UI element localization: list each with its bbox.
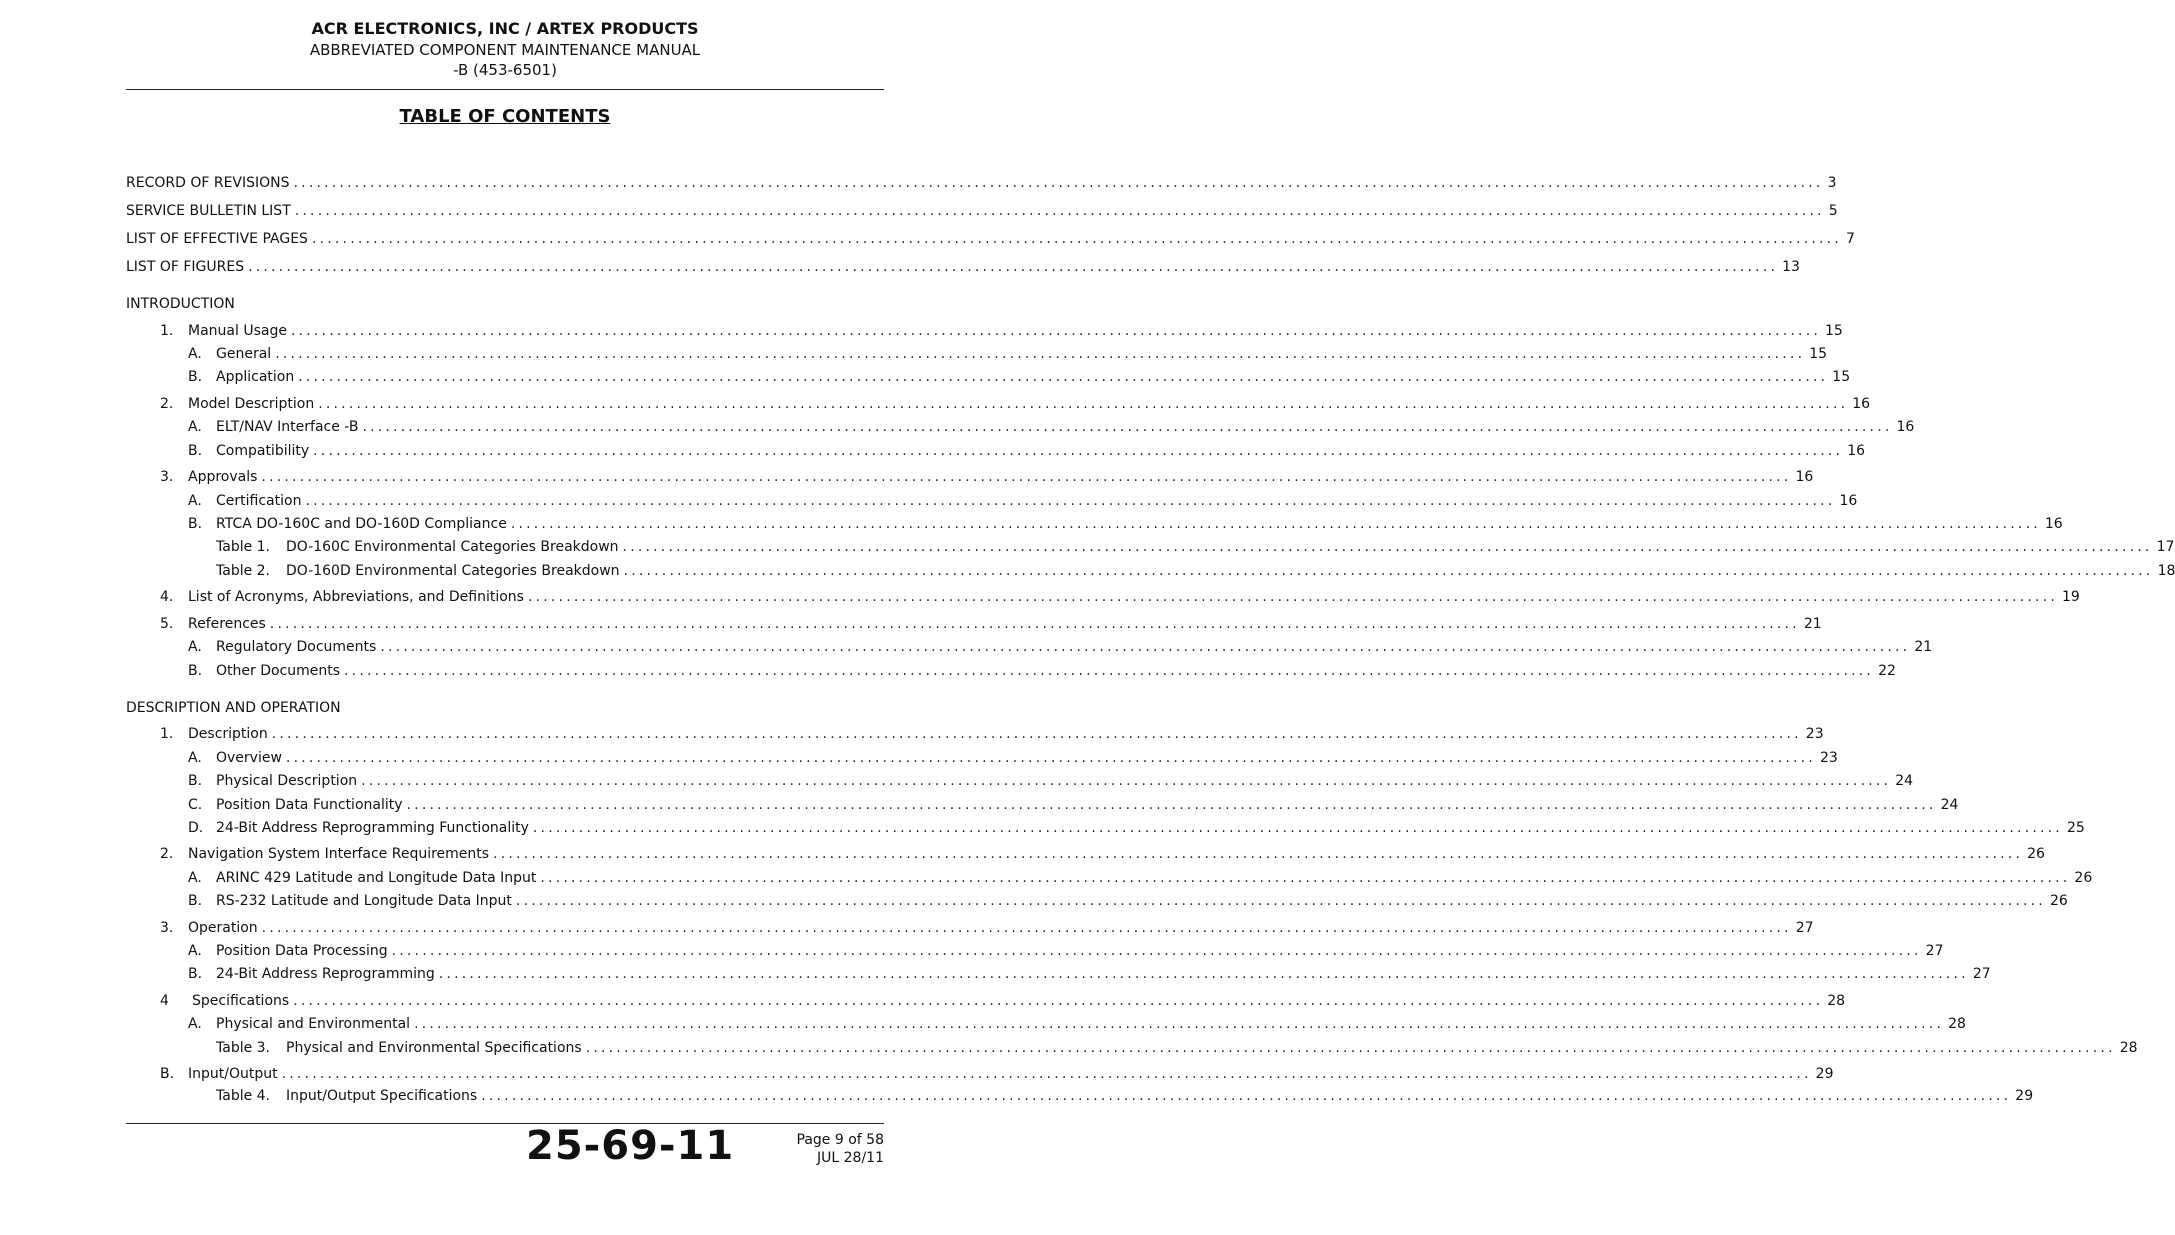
- toc-entry-number: 1.: [160, 323, 174, 339]
- dot-leader: ........................................................................................................................................................................................................: [293, 175, 1824, 191]
- toc-entry-number: C.: [188, 797, 203, 813]
- dot-leader: ........................................................................................................................................................................................................: [585, 1040, 2116, 1056]
- dot-leader: ........................................................................................................................................................................................................: [248, 259, 1779, 275]
- toc-entry: [160, 588, 2080, 606]
- toc-entry: [188, 1015, 1966, 1033]
- toc-entry-page: 7: [1845, 231, 1855, 247]
- toc-entry-text: Description: [188, 726, 268, 742]
- toc-entry: [188, 892, 2068, 910]
- toc-entry-number: A.: [188, 419, 202, 435]
- dot-leader: ........................................................................................................................................................................................................: [515, 893, 2046, 909]
- toc-entry: [160, 1065, 1834, 1083]
- toc-entry-text: Operation: [188, 920, 258, 936]
- toc-entry-number: B.: [188, 663, 203, 679]
- dot-leader: ........................................................................................................................................................................................................: [344, 663, 1875, 679]
- toc-entry: [160, 992, 1846, 1010]
- dot-leader: ........................................................................................................................................................................................................: [361, 773, 1892, 789]
- toc-entry-page: 23: [1805, 726, 1824, 742]
- page-count: Page 9 of 58: [796, 1132, 884, 1148]
- toc-entry-text: Compatibility: [216, 443, 310, 459]
- dot-leader: ........................................................................................................................................................................................................: [305, 493, 1836, 509]
- toc-entry-page: 16: [1839, 493, 1858, 509]
- toc-entry-page: 24: [1895, 773, 1914, 789]
- toc-entry: [188, 662, 1896, 680]
- toc-entry: [126, 202, 1838, 220]
- toc-entry-page: 16: [1852, 396, 1871, 412]
- toc-entry-page: 29: [2015, 1088, 2034, 1104]
- toc-entry-text: Manual Usage: [188, 323, 287, 339]
- toc-entry-text: Navigation System Interface Requirements: [188, 846, 490, 862]
- toc-entry: [188, 345, 1828, 363]
- dot-leader: ........................................................................................................................................................................................................: [293, 993, 1824, 1009]
- toc-entry: [216, 1087, 2034, 1105]
- toc-entry: [188, 869, 2093, 887]
- toc-entry-number: 2.: [160, 846, 174, 862]
- dot-leader: ........................................................................................................................................................................................................: [414, 1016, 1945, 1032]
- toc-entry: [188, 796, 1959, 814]
- toc-entry: [188, 368, 1851, 386]
- toc-entry-page: 15: [1832, 369, 1851, 385]
- toc-entry-text: 24-Bit Address Reprogramming Functionality: [216, 820, 529, 836]
- toc-entry: [216, 1039, 2138, 1057]
- toc-entry-number: Table 2.: [216, 563, 271, 579]
- toc-entry-number: B.: [160, 1066, 175, 1082]
- page-header: [126, 18, 884, 80]
- dot-leader: ........................................................................................................................................................................................................: [298, 369, 1829, 385]
- toc-entry-number: A.: [188, 493, 202, 509]
- toc-entry: [160, 725, 1824, 743]
- dot-leader: ........................................................................................................................................................................................................: [261, 920, 1792, 936]
- dot-leader: ........................................................................................................................................................................................................: [281, 1066, 1812, 1082]
- dot-leader: ........................................................................................................................................................................................................: [275, 346, 1806, 362]
- toc-entry-text: List of Acronyms, Abbreviations, and Definitions: [188, 589, 524, 605]
- dot-leader: ........................................................................................................................................................................................................: [380, 639, 1911, 655]
- dot-leader: ........................................................................................................................................................................................................: [318, 396, 1849, 412]
- toc-entry-page: 3: [1827, 175, 1837, 191]
- dot-leader: ........................................................................................................................................................................................................: [271, 726, 1802, 742]
- toc-entry-text: General: [216, 346, 272, 362]
- toc-entry-page: 18: [2157, 563, 2175, 579]
- toc-entry: [188, 749, 1838, 767]
- toc-entry-text: References: [188, 616, 266, 632]
- footer-rule: [126, 1123, 884, 1124]
- toc-entry-page: 26: [2027, 846, 2045, 862]
- toc-entry-number: A.: [188, 346, 202, 362]
- toc-entry-page: 25: [2066, 820, 2085, 836]
- page-info: [797, 1131, 884, 1167]
- toc-entry: [216, 538, 2175, 556]
- toc-entry-number: A.: [188, 750, 202, 766]
- toc-entry-number: A.: [188, 870, 202, 886]
- toc-entry-page: 16: [2044, 516, 2063, 532]
- toc-entry-page: 17: [2156, 539, 2175, 555]
- dot-leader: ........................................................................................................................................................................................................: [362, 419, 1893, 435]
- dot-leader: ........................................................................................................................................................................................................: [311, 231, 1842, 247]
- dot-leader: ........................................................................................................................................................................................................: [540, 870, 2071, 886]
- toc-entry-page: 19: [2062, 589, 2080, 605]
- toc-entry: [188, 515, 2063, 533]
- section-heading-description-operation: DESCRIPTION AND OPERATION: [126, 700, 341, 716]
- toc-entry-page: 13: [1782, 259, 1800, 275]
- revision-date: JUL 28/11: [817, 1150, 884, 1166]
- dot-leader: ........................................................................................................................................................................................................: [510, 516, 2041, 532]
- toc-entry-number: 3.: [160, 920, 174, 936]
- dot-leader: ........................................................................................................................................................................................................: [261, 469, 1792, 485]
- toc-entry-text: LIST OF EFFECTIVE PAGES: [126, 231, 308, 247]
- toc-entry: [188, 492, 1858, 510]
- toc-entry: [126, 174, 1837, 192]
- toc-entry-page: 16: [1847, 443, 1866, 459]
- toc-entry-text: SERVICE BULLETIN LIST: [126, 203, 291, 219]
- toc-entry: [188, 442, 1866, 460]
- toc-entry-page: 24: [1940, 797, 1959, 813]
- toc-entry-page: 28: [1827, 993, 1846, 1009]
- toc-entry-page: 28: [2119, 1040, 2138, 1056]
- toc-entry-number: Table 1.: [216, 539, 271, 555]
- toc-entry-text: Application: [216, 369, 295, 385]
- toc-entry-text: ARINC 429 Latitude and Longitude Data Input: [216, 870, 537, 886]
- toc-entry-page: 15: [1825, 323, 1843, 339]
- toc-entry-page: 28: [1948, 1016, 1966, 1032]
- toc-entry: [188, 418, 1915, 436]
- toc-entry-number: A.: [188, 1016, 202, 1032]
- toc-entry-text: DO-160C Environmental Categories Breakdown: [286, 539, 619, 555]
- toc-entry-number: 3.: [160, 469, 174, 485]
- toc-entry-number: Table 4.: [216, 1088, 271, 1104]
- dot-leader: ........................................................................................................................................................................................................: [623, 563, 2154, 579]
- dot-leader: ........................................................................................................................................................................................................: [285, 750, 1816, 766]
- toc-entry: [188, 942, 1944, 960]
- part-number: -B (453-6501): [453, 61, 557, 79]
- toc-entry-page: 21: [1803, 616, 1822, 632]
- dot-leader: ........................................................................................................................................................................................................: [622, 539, 2153, 555]
- toc-entry: [160, 615, 1822, 633]
- toc-entry-number: D.: [188, 820, 204, 836]
- toc-entry-text: Input/Output: [188, 1066, 278, 1082]
- toc-entry-text: Specifications: [192, 993, 290, 1009]
- toc-entry-page: 26: [2049, 893, 2068, 909]
- toc-entry: [160, 322, 1843, 340]
- toc-entry-page: 22: [1878, 663, 1896, 679]
- toc-entry-page: 15: [1809, 346, 1828, 362]
- toc-entry-page: 16: [1896, 419, 1915, 435]
- dot-leader: ........................................................................................................................................................................................................: [290, 323, 1821, 339]
- toc-entry-number: A.: [188, 639, 202, 655]
- toc-entry-text: RS-232 Latitude and Longitude Data Input: [216, 893, 512, 909]
- toc-entry-text: Regulatory Documents: [216, 639, 377, 655]
- toc-entry-text: Certification: [216, 493, 302, 509]
- toc-entry-text: Other Documents: [216, 663, 341, 679]
- toc-entry-number: B.: [188, 443, 203, 459]
- toc-entry-text: Model Description: [188, 396, 315, 412]
- toc-entry: [188, 819, 2085, 837]
- toc-entry-number: Table 3.: [216, 1040, 271, 1056]
- toc-entry-page: 23: [1819, 750, 1838, 766]
- toc-entry-text: Position Data Processing: [216, 943, 388, 959]
- dot-leader: ........................................................................................................................................................................................................: [481, 1088, 2012, 1104]
- toc-entry: [188, 965, 1991, 983]
- toc-entry-number: 4: [160, 993, 169, 1009]
- toc-entry-number: B.: [188, 966, 203, 982]
- dot-leader: ........................................................................................................................................................................................................: [527, 589, 2058, 605]
- toc-entry-page: 27: [1795, 920, 1814, 936]
- toc-entry-number: B.: [188, 369, 203, 385]
- dot-leader: ........................................................................................................................................................................................................: [391, 943, 1922, 959]
- toc-entry-number: 5.: [160, 616, 174, 632]
- toc-entry-number: B.: [188, 516, 203, 532]
- toc-entry: [188, 772, 1914, 790]
- toc-entry: [126, 258, 1800, 276]
- toc-entry-page: 26: [2074, 870, 2093, 886]
- toc-entry-text: Physical and Environmental: [216, 1016, 411, 1032]
- toc-entry-text: Position Data Functionality: [216, 797, 403, 813]
- dot-leader: ........................................................................................................................................................................................................: [532, 820, 2063, 836]
- dot-leader: ........................................................................................................................................................................................................: [493, 846, 2024, 862]
- toc-entry-number: B.: [188, 773, 203, 789]
- toc-entry-number: A.: [188, 943, 202, 959]
- toc-entry: [188, 638, 1933, 656]
- toc-entry-page: 16: [1795, 469, 1814, 485]
- toc-entry: [160, 468, 1814, 486]
- dot-leader: ........................................................................................................................................................................................................: [406, 797, 1937, 813]
- dot-leader: ........................................................................................................................................................................................................: [269, 616, 1800, 632]
- toc-entry-number: 4.: [160, 589, 174, 605]
- toc-entry: [160, 845, 2045, 863]
- toc-entry-number: 1.: [160, 726, 174, 742]
- toc-entry-text: 24-Bit Address Reprogramming: [216, 966, 435, 982]
- dot-leader: ........................................................................................................................................................................................................: [294, 203, 1825, 219]
- manual-title: ABBREVIATED COMPONENT MAINTENANCE MANUAL: [309, 41, 701, 59]
- document-number: 25-69-11: [526, 1123, 735, 1169]
- toc-entry-text: Physical Description: [216, 773, 358, 789]
- section-heading-introduction: INTRODUCTION: [126, 296, 235, 312]
- toc-entry-text: DO-160D Environmental Categories Breakdown: [286, 563, 620, 579]
- toc-entry-text: RTCA DO-160C and DO-160D Compliance: [216, 516, 507, 532]
- toc-entry-page: 27: [1972, 966, 1991, 982]
- toc-entry-number: 2.: [160, 396, 174, 412]
- toc-entry: [160, 919, 1814, 937]
- header-rule: [126, 89, 884, 90]
- toc-entry-text: Physical and Environmental Specifications: [286, 1040, 582, 1056]
- toc-entry-text: Overview: [216, 750, 282, 766]
- toc-entry-text: Approvals: [188, 469, 258, 485]
- toc-entry-page: 21: [1914, 639, 1933, 655]
- toc-entry-text: RECORD OF REVISIONS: [126, 175, 290, 191]
- dot-leader: ........................................................................................................................................................................................................: [313, 443, 1844, 459]
- toc-entry: [126, 230, 1855, 248]
- toc-entry-text: Input/Output Specifications: [286, 1088, 478, 1104]
- toc-entry-number: B.: [188, 893, 203, 909]
- page-title: TABLE OF CONTENTS: [399, 106, 611, 127]
- toc-entry-text: ELT/NAV Interface -B: [216, 419, 359, 435]
- toc-entry-page: 5: [1828, 203, 1838, 219]
- toc-entry-page: 29: [1815, 1066, 1834, 1082]
- company-name: ACR ELECTRONICS, INC / ARTEX PRODUCTS: [311, 19, 699, 38]
- dot-leader: ........................................................................................................................................................................................................: [438, 966, 1969, 982]
- toc-entry: [160, 395, 1871, 413]
- toc-entry-page: 27: [1925, 943, 1944, 959]
- toc-entry: [216, 562, 2175, 580]
- toc-entry-text: LIST OF FIGURES: [126, 259, 245, 275]
